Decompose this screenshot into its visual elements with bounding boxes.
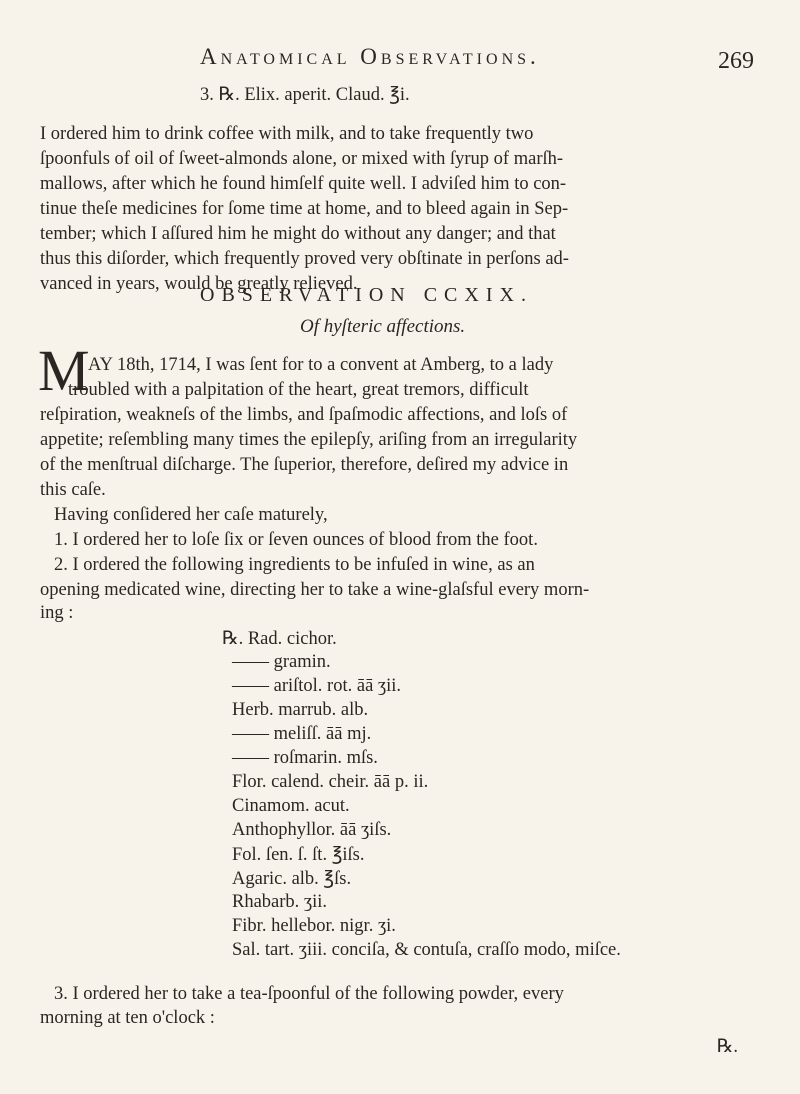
recipe-item: Rhabarb. ʒii. <box>232 892 328 912</box>
drop-cap: M <box>38 338 90 403</box>
recipe-item: ℞. Rad. cichor. <box>222 629 337 649</box>
recipe-item: —— ariſtol. rot. āā ʒii. <box>232 676 402 696</box>
text-line: 2. I ordered the following ingredients to be infuſed in wine, as an <box>54 555 535 575</box>
recipe-item: Flor. calend. cheir. āā p. ii. <box>232 772 429 792</box>
recipe-item: Anthophyllor. āā ʒiſs. <box>232 820 392 840</box>
page-header <box>0 44 800 84</box>
page-number: 269 <box>718 48 754 74</box>
text-line: reſpiration, weakneſs of the limbs, and ſpaſmodic affections, and loſs of <box>40 405 568 425</box>
text-line: troubled with a palpitation of the heart, great tremors, difficult <box>68 380 529 400</box>
observation-heading: OBSERVATION CCXIX. <box>200 284 533 306</box>
text-line: opening medicated wine, directing her to take a wine-glaſsful every morn- <box>40 580 590 600</box>
text-line: tember; which I aſſured him he might do without any danger; and that <box>40 224 556 244</box>
recipe-item: Fol. ſen. ſ. ſt. ℥iſs. <box>232 845 365 865</box>
text-line: 3. I ordered her to take a tea-ſpoonful of the following powder, every <box>54 984 564 1004</box>
text-line: morning at ten o'clock : <box>40 1008 215 1028</box>
text-line: appetite; reſembling many times the epilepſy, ariſing from an irregularity <box>40 430 578 450</box>
observation-subtitle: Of hyſteric affections. <box>300 316 466 337</box>
recipe-item: Agaric. alb. ℥ſs. <box>232 869 352 889</box>
text-line: this caſe. <box>40 480 106 500</box>
recipe-item: Herb. marrub. alb. <box>232 700 369 720</box>
catchword: ℞. <box>716 1037 738 1057</box>
text-line: ing : <box>40 603 74 623</box>
recipe-item: —— gramin. <box>232 652 331 672</box>
text-line: mallows, after which he found himſelf quite well. I adviſed him to con- <box>40 174 567 194</box>
recipe-item: —— roſmarin. mſs. <box>232 748 378 768</box>
text-line: ſpoonfuls of oil of ſweet-almonds alone, or mixed with ſyrup of marſh- <box>40 149 564 169</box>
recipe-item: —— meliſſ. āā mj. <box>232 724 372 744</box>
recipe-item: Fibr. hellebor. nigr. ʒi. <box>232 916 396 936</box>
text-line: 1. I ordered her to loſe ſix or ſeven ounces of blood from the foot. <box>54 530 538 550</box>
text-line: tinue theſe medicines for ſome time at home, and to bleed again in Sep- <box>40 199 569 219</box>
text-line: thus this diſorder, which frequently proved very obſtinate in perſons ad- <box>40 249 569 269</box>
text-line: AY 18th, 1714, I was ſent for to a convent at Amberg, to a lady <box>88 355 554 375</box>
recipe-item: Sal. tart. ʒiii. conciſa, & contuſa, craſſo modo, miſce. <box>232 940 621 960</box>
running-head: Anatomical Observations. <box>200 44 540 69</box>
text-line: of the menſtrual diſcharge. The ſuperior, therefore, deſired my advice in <box>40 455 569 475</box>
text-line: I ordered him to drink coffee with milk, and to take frequently two <box>40 124 534 144</box>
text-line: vanced in years, would be greatly relieved. <box>40 274 358 294</box>
text-line: Having conſidered her caſe maturely, <box>54 505 328 525</box>
prescription-top: 3. ℞. Elix. aperit. Claud. ℥i. <box>200 85 410 105</box>
recipe-item: Cinamom. acut. <box>232 796 350 816</box>
